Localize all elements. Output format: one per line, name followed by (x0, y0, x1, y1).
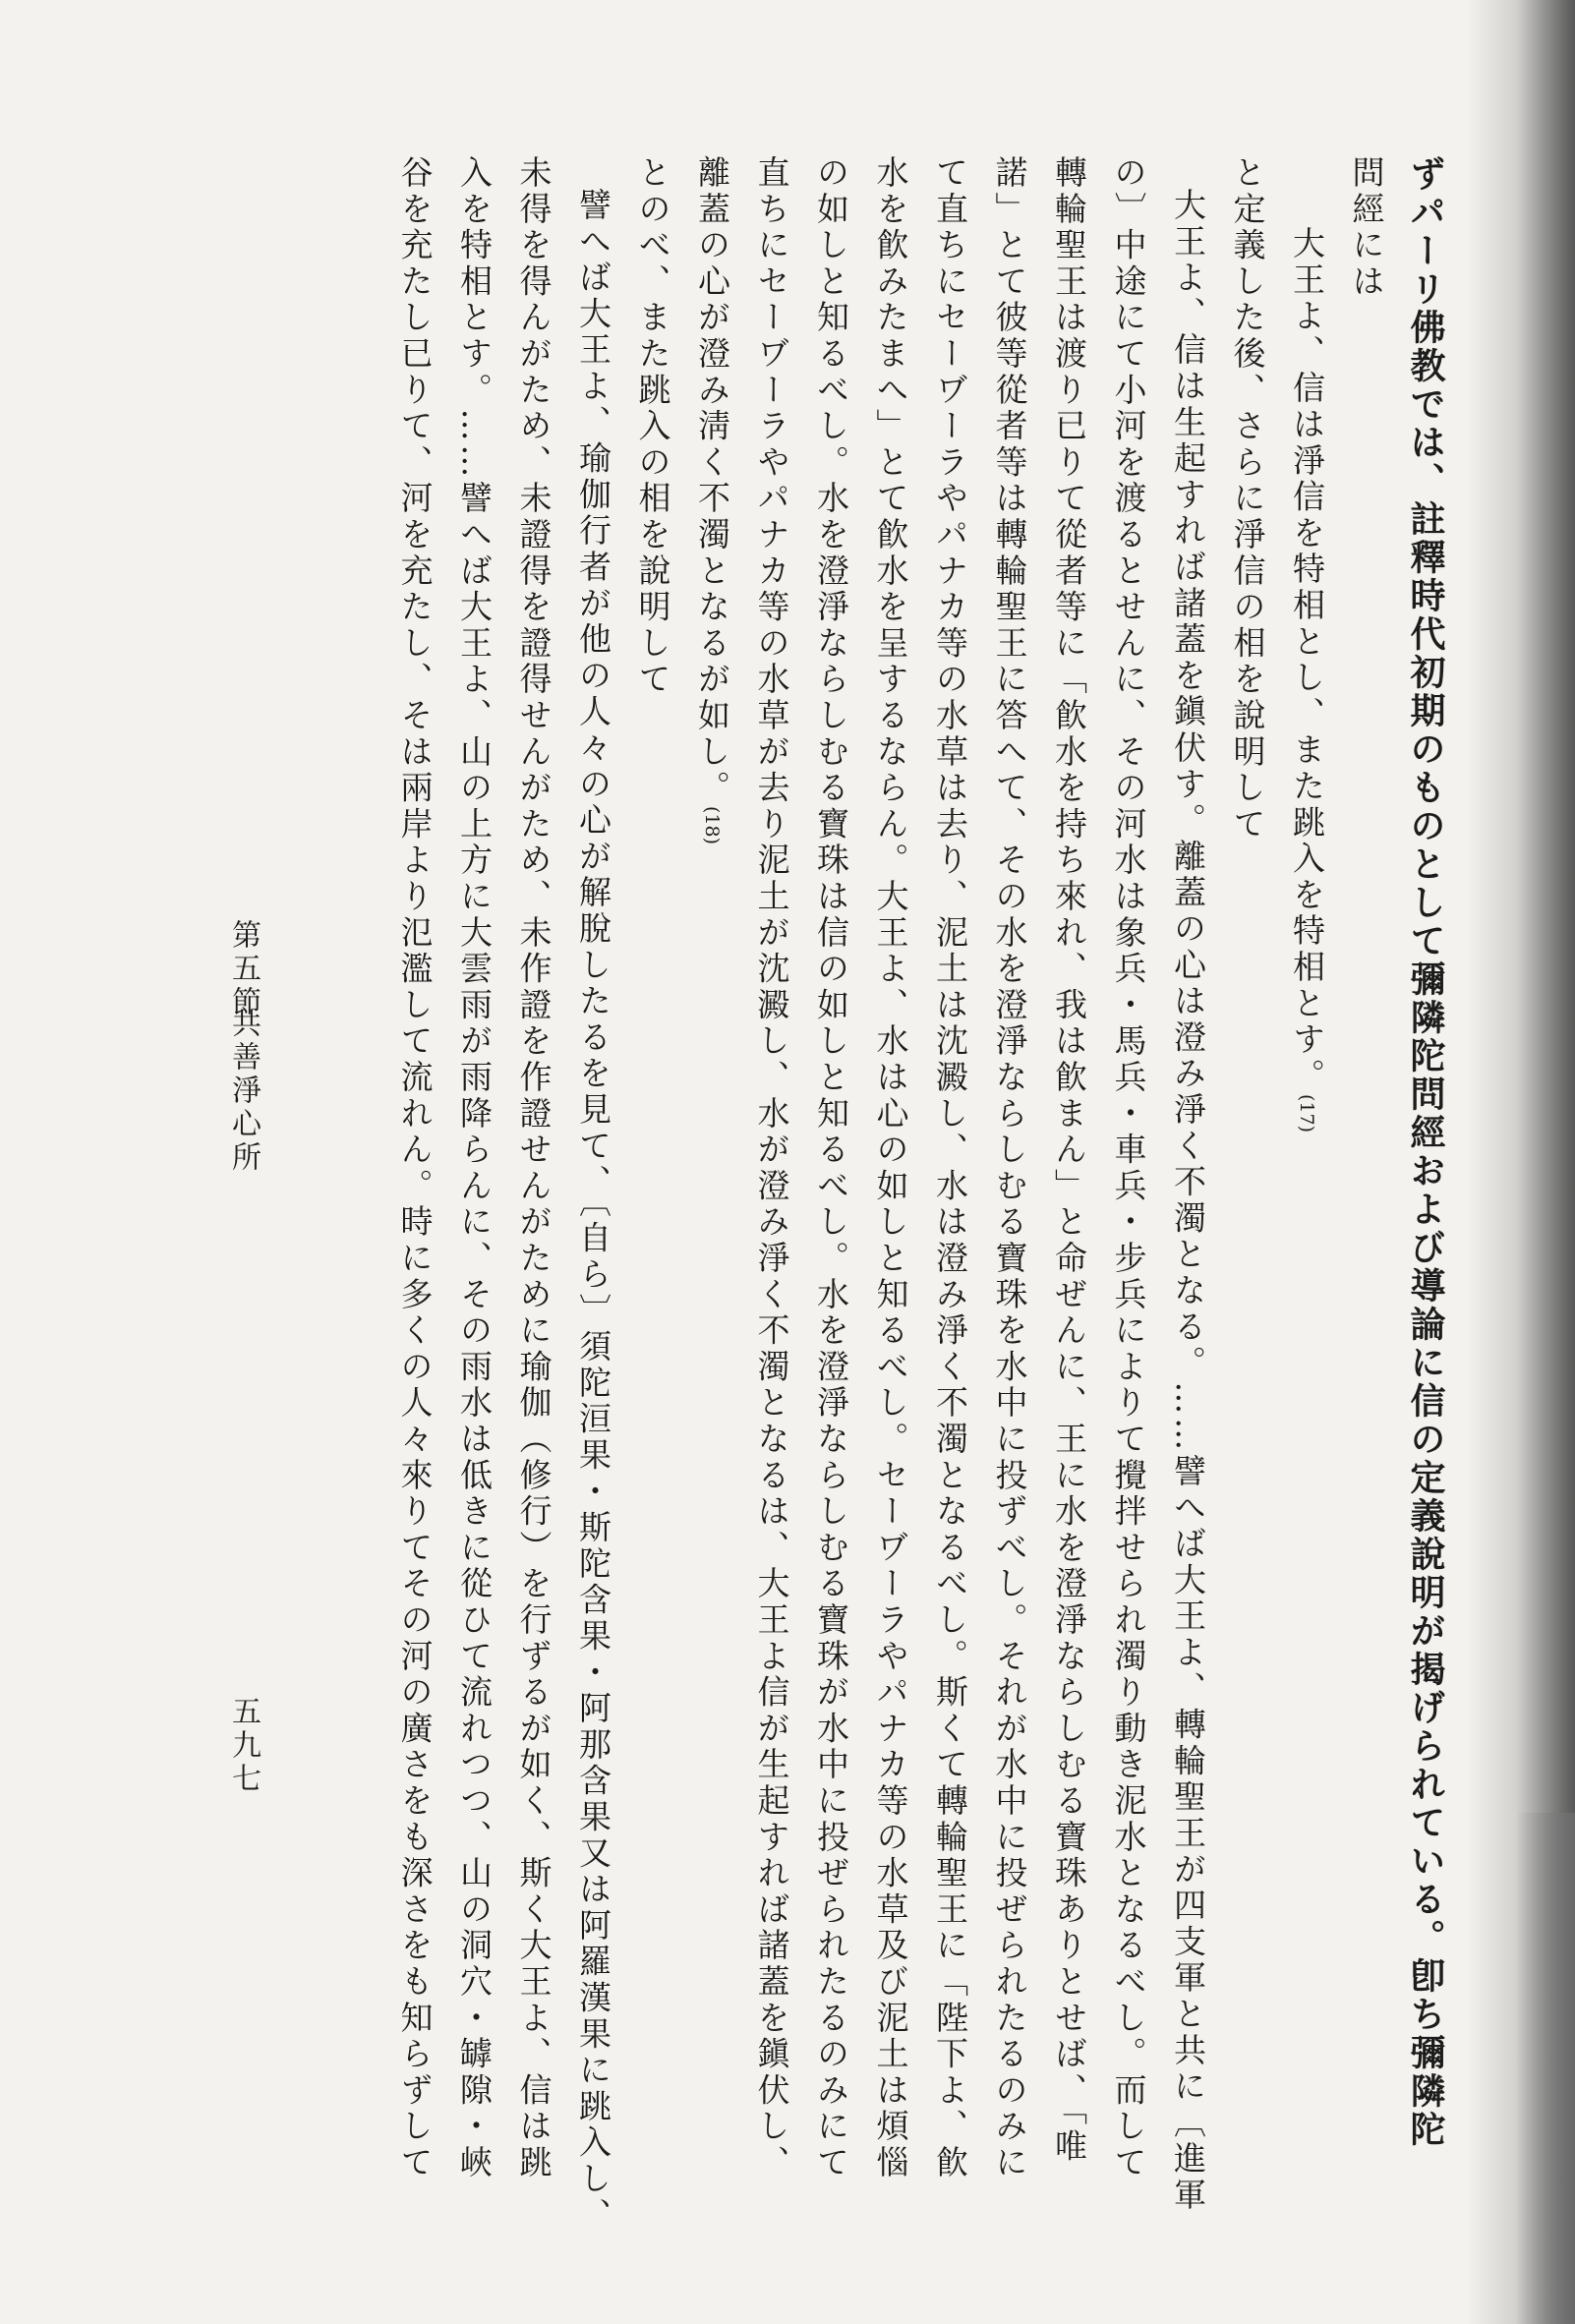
quote-line: の如しと知るべし。水を澄淨ならしむる寶珠は信の如しと知るべし。水を澄淨ならしむる寶珠が水中に投ぜられたるのみにて (812, 155, 850, 2181)
quote-line: 水を飮みたまへ」とて飮水を呈するならん。大王よ、水は心の如しと知るべし。セーヷーラやパナカ等の水草及び泥土は煩惱 (871, 155, 910, 2181)
quote-line: の〕中途にて小河を渡るとせんに、その河水は象兵・馬兵・車兵・步兵によりて攪拌せられ濁り動き泥水となるべし。而して (1109, 155, 1148, 2181)
quote-line: 轉輪聖王は渡り已りて從者等に「飮水を持ち來れ、我は飮まん」と命ぜんに、王に水を澄淨ならしむる寶珠ありとせば、「唯 (1050, 155, 1088, 2166)
quote-line: 諾」とて彼等從者等は轉輪聖王に答へて、その水を澄淨ならしむる寶珠を水中に投ずべし。それが水中に投ぜられたるのみに (990, 155, 1029, 2181)
quote-line (682, 155, 742, 2131)
quote-line: 大王よ、信は生起すれば諸蓋を鎭伏す。離蓋の心は澄み淨く不濁となる。……譬へば大王よ、轉輪聖王が四支軍と共に〔進軍 (1169, 188, 1207, 2214)
text-line: とのべ、また跳入の相を說明して (633, 155, 672, 698)
quote-text: 大王よ、信は淨信を特相とし、また跳入を特相とす。 (1288, 226, 1326, 1095)
quote-line: 入を特相とす。……譬へば大王よ、山の上方に大雲雨が雨降らんに、その雨水は低きに從ひて流れつつ、山の洞穴・罅隙・峽 (455, 155, 494, 2181)
note-marker: (17) (1296, 1094, 1317, 1133)
page-number: 五九七 (226, 1696, 261, 1796)
quote-line: 直ちにセーヷーラやパナカ等の水草が去り泥土が沈澱し、水が澄み淨く不濁となるは、大王よ信が生起すれば諸蓋を鎭伏し、 (752, 155, 791, 2181)
text-line: と定義した後、さらに淨信の相を說明して (1228, 155, 1267, 843)
scan-edge-shadow-bottom (1516, 1813, 1575, 2324)
footer-section-title: 共善淨心所 (226, 1008, 261, 1175)
quote-text: 離蓋の心が澄み淸く不濁となるが如し。 (693, 155, 731, 807)
note-marker: (18) (701, 806, 723, 845)
footer-section-number: 第五節 (226, 919, 261, 1019)
quote-line: 未得を得んがため、未證得を證得せんがため、未作證を作證せんがために瑜伽（修行）を行ずるが如く、斯く大王よ、信は跳 (514, 155, 554, 2181)
text-line: 問經には (1347, 155, 1386, 301)
quote-line (1277, 155, 1337, 2131)
body-text (384, 155, 1455, 2235)
text-line: ずパーリ佛教では、註釋時代初期のものとして彌隣陀問經および導論に信の定義說明が揭げられている。卽ち彌隣陀 (1405, 155, 1446, 2149)
quote-line: 谷を充たし已りて、河を充たし、そは兩岸より氾濫して流れん。時に多くの人々來りてその河の廣さをも深さをも知らずして (395, 155, 435, 2181)
quote-line: て直ちにセーヷーラやパナカ等の水草は去り、泥土は沈澱し、水は澄み淨く不濁となるべし。斯くて轉輪聖王に「陛下よ、飮 (931, 155, 969, 2181)
quote-line: 譬へば大王よ、瑜伽行者が他の人々の心が解脫したるを見て、〔自ら〕須陀洹果・斯陀含果・阿那含果又は阿羅漢果に跳入し、 (574, 188, 612, 2235)
